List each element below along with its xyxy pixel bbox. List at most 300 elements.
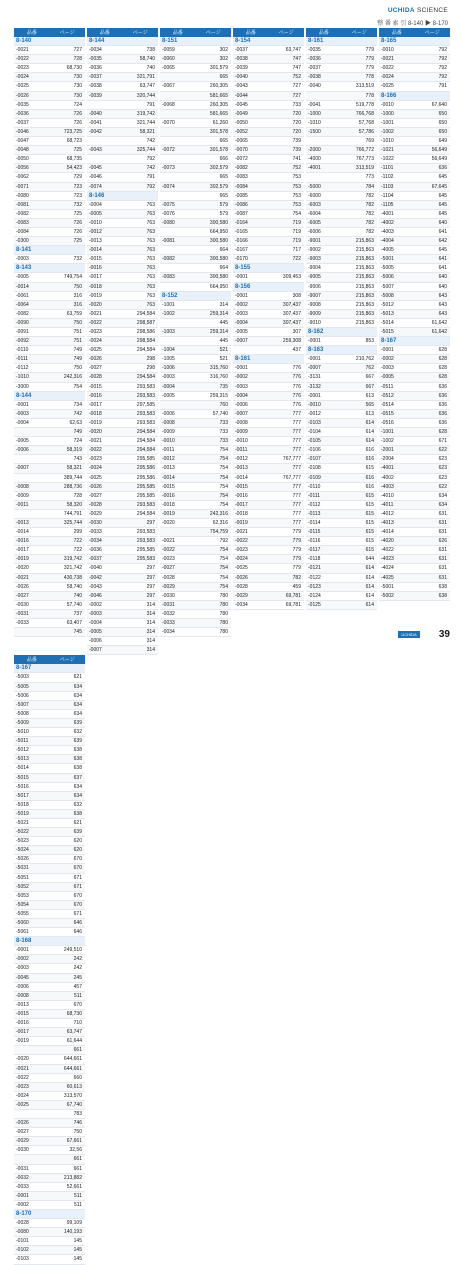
page-ref xyxy=(52,937,85,945)
page-ref: 319,742 xyxy=(136,110,155,117)
part-number: -0039 xyxy=(89,92,102,99)
page-ref: 295,585 xyxy=(136,456,155,463)
page-ref: 61,644 xyxy=(66,1038,82,1045)
index-row xyxy=(160,119,231,128)
index-row xyxy=(233,64,304,73)
header-part-number: 品番 xyxy=(245,30,256,36)
section-number: 8-167 xyxy=(381,338,397,345)
index-row xyxy=(14,1046,85,1055)
part-number: -0514 xyxy=(381,401,394,408)
part-number: -1004 xyxy=(162,347,175,354)
page-ref: 754 xyxy=(219,574,228,581)
part-number: -0023 xyxy=(89,329,102,335)
page-ref: 671 xyxy=(73,910,82,917)
page-ref: 295,585 xyxy=(136,492,155,499)
part-number: -0033 xyxy=(16,1183,29,1190)
part-number: -0022 xyxy=(162,547,175,554)
part-number: -0036 xyxy=(16,110,29,117)
page-ref: 445 xyxy=(219,338,228,345)
part-number: -5061 xyxy=(16,929,29,936)
page-ref: 728 xyxy=(73,492,82,499)
index-row xyxy=(160,155,231,164)
part-number: -0046 xyxy=(89,174,102,181)
page-ref: 641 xyxy=(438,256,447,263)
page-ref: 744,791 xyxy=(63,510,82,517)
index-column xyxy=(14,28,85,655)
index-row xyxy=(160,419,231,428)
index-row xyxy=(87,101,158,110)
index-row xyxy=(233,55,304,64)
index-row xyxy=(306,301,377,310)
index-row xyxy=(306,210,377,219)
uchida-logo xyxy=(398,631,420,638)
index-row xyxy=(306,310,377,319)
index-row xyxy=(87,237,158,246)
part-number: -0013 xyxy=(235,465,248,472)
page-ref: 316,760 xyxy=(209,374,228,381)
page-ref: 297 xyxy=(146,574,155,581)
index-row xyxy=(14,537,85,546)
index-row xyxy=(14,874,85,883)
part-number: -0123 xyxy=(308,583,321,590)
index-row xyxy=(87,73,158,82)
index-row xyxy=(14,955,85,964)
page-ref: 661 xyxy=(73,1165,82,1172)
index-row xyxy=(306,373,377,382)
part-number: -0084 xyxy=(235,183,248,190)
page-ref: 644,661 xyxy=(63,1056,82,1063)
index-row xyxy=(379,128,450,137)
index-row xyxy=(14,283,85,292)
part-number: -9004 xyxy=(308,265,321,272)
part-number: -0030 xyxy=(162,592,175,599)
page-ref: 294,584 xyxy=(136,438,155,445)
page-ref: 215,863 xyxy=(355,319,374,326)
part-number: -5007 xyxy=(16,701,29,708)
part-number: -0015 xyxy=(89,383,102,390)
page-ref: 579 xyxy=(219,201,228,208)
page-ref xyxy=(344,328,377,336)
part-number: -0024 xyxy=(381,74,394,81)
index-row xyxy=(306,283,377,292)
part-number: -0010 xyxy=(381,101,394,108)
page-ref: 777 xyxy=(292,447,301,454)
part-number: -4004 xyxy=(381,238,394,245)
index-row xyxy=(233,528,304,537)
part-number: -0007 xyxy=(235,410,248,417)
section-heading-row xyxy=(160,37,231,46)
page-ref: 769 xyxy=(365,138,374,145)
index-row xyxy=(233,337,304,346)
part-number: -0002 xyxy=(89,601,102,608)
index-row xyxy=(160,128,231,137)
index-row xyxy=(14,201,85,210)
index-row xyxy=(14,1219,85,1228)
index-row xyxy=(14,919,85,928)
index-row xyxy=(14,210,85,219)
index-row xyxy=(14,219,85,228)
part-number: -0035 xyxy=(16,101,29,108)
page-ref: 60,613 xyxy=(66,1083,82,1090)
index-row xyxy=(379,283,450,292)
part-number: -0015 xyxy=(162,483,175,490)
index-row xyxy=(14,974,85,983)
page-ref: 300,580 xyxy=(209,274,228,281)
part-number: -6004 xyxy=(308,210,321,217)
page-ref: 664,950 xyxy=(209,283,228,290)
index-row xyxy=(14,1065,85,1074)
part-number xyxy=(14,1110,52,1118)
index-column xyxy=(233,28,304,655)
index-row xyxy=(233,219,304,228)
part-number: -0016 xyxy=(16,538,29,545)
page-ref: 615 xyxy=(365,492,374,499)
index-row xyxy=(233,192,304,201)
index-row xyxy=(14,883,85,892)
part-number xyxy=(160,337,198,345)
index-row xyxy=(379,301,450,310)
part-number: -5018 xyxy=(16,801,29,808)
page-ref: 215,863 xyxy=(355,301,374,308)
index-row xyxy=(14,1155,85,1164)
page-ref: 778 xyxy=(365,92,374,99)
index-row xyxy=(14,483,85,492)
page-ref: 298,586 xyxy=(136,329,155,335)
part-number: -0075 xyxy=(162,201,175,208)
page-ref: 68,730 xyxy=(66,1010,82,1017)
index-column xyxy=(14,655,85,1264)
index-row xyxy=(306,492,377,501)
part-number: -9003 xyxy=(308,256,321,263)
page-ref: 615 xyxy=(365,510,374,517)
page-ref: 753 xyxy=(292,192,301,199)
part-number: -0005 xyxy=(16,438,29,445)
index-row xyxy=(14,428,85,437)
part-number: -0010 xyxy=(235,438,248,445)
page-ref: 210,762 xyxy=(355,356,374,363)
index-row xyxy=(14,46,85,55)
part-number xyxy=(160,228,198,236)
page-ref: 615 xyxy=(365,465,374,472)
page-ref xyxy=(125,192,158,200)
index-row xyxy=(87,201,158,210)
index-row xyxy=(306,319,377,328)
index-row xyxy=(379,155,450,164)
part-number: -0070 xyxy=(162,119,175,126)
section-number: 8-161 xyxy=(235,356,251,363)
index-row xyxy=(14,1110,85,1119)
index-row xyxy=(14,164,85,173)
part-number: -0043 xyxy=(89,147,102,154)
page-ref: 739 xyxy=(292,138,301,145)
part-number: -4001 xyxy=(381,465,394,472)
page-ref: 634 xyxy=(438,492,447,499)
part-number: -0022 xyxy=(89,319,102,326)
index-column xyxy=(87,28,158,655)
index-row xyxy=(160,64,231,73)
header-part-number: 品番 xyxy=(26,30,37,36)
page-ref: 63,759 xyxy=(66,310,82,317)
index-column xyxy=(160,28,231,655)
index-row xyxy=(87,555,158,564)
index-row xyxy=(160,619,231,628)
page-ref: 726 xyxy=(73,119,82,126)
part-number: -0103 xyxy=(16,1256,29,1263)
index-row xyxy=(306,192,377,201)
part-number: -9010 xyxy=(308,319,321,326)
index-row xyxy=(87,383,158,392)
part-number: -3131 xyxy=(308,374,321,381)
page-ref: 631 xyxy=(438,565,447,572)
index-row xyxy=(160,364,231,373)
part-number: -0031 xyxy=(16,1165,29,1172)
part-number: -0024 xyxy=(16,74,29,81)
part-number: -0035 xyxy=(89,56,102,63)
index-row xyxy=(306,510,377,519)
page-ref: 645 xyxy=(438,192,447,199)
part-number xyxy=(306,173,344,181)
page-ref: 665 xyxy=(219,192,228,199)
page-ref: 437 xyxy=(292,347,301,354)
page-ref: 776 xyxy=(292,374,301,381)
page-ref: 735 xyxy=(219,383,228,390)
page-ref: 733 xyxy=(219,419,228,426)
part-number: -0012 xyxy=(89,228,102,235)
index-row xyxy=(306,537,377,546)
part-number: -0037 xyxy=(308,65,321,72)
page-ref: 777 xyxy=(292,438,301,445)
index-row xyxy=(233,310,304,319)
section-heading-row xyxy=(14,664,85,673)
part-number: -0016 xyxy=(162,492,175,499)
part-number: -0110 xyxy=(308,483,321,490)
page-ref: 242 xyxy=(73,965,82,972)
index-row xyxy=(160,328,231,337)
part-number: -5008 xyxy=(16,710,29,717)
index-row xyxy=(233,273,304,282)
part-number: -5031 xyxy=(16,865,29,872)
page-ref: 760 xyxy=(219,401,228,408)
index-row xyxy=(14,119,85,128)
page-ref xyxy=(271,283,304,291)
part-number: -5015 xyxy=(16,774,29,781)
page-ref: 613 xyxy=(365,392,374,399)
part-number: -0080 xyxy=(16,192,29,199)
part-number: -5014 xyxy=(16,765,29,772)
part-number: -0004 xyxy=(16,419,29,426)
part-number: -0071 xyxy=(16,183,29,190)
index-row xyxy=(160,164,231,173)
part-number: -0104 xyxy=(308,429,321,436)
part-number: -0016 xyxy=(89,392,102,399)
page-ref: 521 xyxy=(219,347,228,354)
page-ref: 853 xyxy=(365,338,374,345)
index-row xyxy=(14,1010,85,1019)
page-ref: 750 xyxy=(73,319,82,326)
part-number: -0165 xyxy=(235,228,248,235)
page-ref: 638 xyxy=(438,592,447,599)
section-number: 8-141 xyxy=(16,247,32,254)
part-number: -0032 xyxy=(162,610,175,617)
page-ref: 63,407 xyxy=(66,620,82,626)
index-row xyxy=(160,410,231,419)
part-number: -0020 xyxy=(89,429,102,436)
index-row xyxy=(306,601,377,610)
index-row xyxy=(87,64,158,73)
part-number: -0001 xyxy=(16,401,29,408)
page-ref: 67,740 xyxy=(66,1101,82,1108)
part-number: -5009 xyxy=(16,719,29,726)
part-number: -0036 xyxy=(308,56,321,63)
part-number: -5015 xyxy=(381,329,394,335)
page-ref: 763 xyxy=(146,247,155,254)
page-ref: 621 xyxy=(73,674,82,681)
page-ref xyxy=(271,355,304,363)
index-row xyxy=(160,237,231,246)
index-row xyxy=(87,619,158,628)
index-row xyxy=(233,73,304,82)
index-row xyxy=(87,392,158,401)
part-number: -0003 xyxy=(381,365,394,372)
part-number: -0076 xyxy=(162,210,175,217)
index-row xyxy=(379,46,450,55)
index-row xyxy=(379,474,450,483)
page-ref: 782 xyxy=(292,574,301,581)
page-ref: 753 xyxy=(292,201,301,208)
part-number: -0008 xyxy=(162,419,175,426)
page-ref: 295,585 xyxy=(136,483,155,490)
page-ref: 295,583 xyxy=(136,556,155,563)
part-number: -1021 xyxy=(381,147,394,154)
page-ref: 792 xyxy=(146,156,155,163)
index-row xyxy=(160,492,231,501)
page-ref: 637 xyxy=(73,774,82,781)
page-ref: 725 xyxy=(73,147,82,154)
page-ref: 298,587 xyxy=(136,319,155,326)
page-ref: 638 xyxy=(73,765,82,772)
part-number: -0034 xyxy=(89,47,102,54)
index-row xyxy=(14,137,85,146)
part-number: -0061 xyxy=(16,292,29,299)
index-row xyxy=(233,383,304,392)
page-ref: 754 xyxy=(219,547,228,554)
page-ref: 740 xyxy=(73,592,82,599)
page-ref: 665 xyxy=(219,174,228,181)
header-part-number: 品番 xyxy=(318,30,329,36)
page-ref: 634 xyxy=(73,692,82,699)
index-row xyxy=(14,992,85,1001)
page-ref: 784 xyxy=(365,183,374,190)
part-number: -5005 xyxy=(381,265,394,272)
page-ref: 628 xyxy=(438,429,447,436)
index-row xyxy=(14,228,85,237)
index-row xyxy=(160,574,231,583)
page-ref: 638 xyxy=(73,747,82,754)
brand-name: SCIENCE xyxy=(417,7,448,14)
page-ref: 309,453 xyxy=(282,274,301,281)
part-number: -0005 xyxy=(162,392,175,399)
page-ref: 314 xyxy=(146,629,155,636)
part-number: -0021 xyxy=(16,1065,29,1072)
page-ref: 215,863 xyxy=(355,238,374,245)
part-number: -1010 xyxy=(16,374,29,381)
part-number: -0101 xyxy=(16,1238,29,1245)
index-row xyxy=(87,319,158,328)
page-ref: 766,768 xyxy=(355,110,374,117)
index-row xyxy=(379,510,450,519)
index-row xyxy=(379,455,450,464)
index-row xyxy=(14,455,85,464)
index-row xyxy=(233,119,304,128)
page-ref: 754 xyxy=(219,456,228,463)
index-row xyxy=(14,410,85,419)
part-number: -0115 xyxy=(308,529,321,536)
page-ref: 615 xyxy=(365,501,374,508)
part-number: -0001 xyxy=(235,292,248,299)
page-ref: 581,665 xyxy=(209,92,228,99)
index-row xyxy=(160,92,231,101)
page-ref: 638 xyxy=(438,583,447,590)
page-ref: 763 xyxy=(146,238,155,245)
part-number xyxy=(160,264,198,272)
page-ref: 660 xyxy=(73,1074,82,1081)
part-number: -0021 xyxy=(89,310,102,317)
index-row xyxy=(306,528,377,537)
section-heading-row xyxy=(14,392,85,401)
index-row xyxy=(306,92,377,101)
part-number: -0090 xyxy=(16,319,29,326)
part-number: -0002 xyxy=(235,374,248,381)
page-ref: 249,510 xyxy=(63,947,82,954)
part-number: -0031 xyxy=(16,610,29,617)
header-part-number: 品番 xyxy=(99,30,110,36)
index-row xyxy=(306,564,377,573)
index-row xyxy=(379,401,450,410)
page-ref: 779 xyxy=(292,547,301,554)
index-row xyxy=(306,419,377,428)
part-number: -0014 xyxy=(16,283,29,290)
part-number: -5001 xyxy=(381,256,394,263)
part-number: -0003 xyxy=(16,256,29,263)
index-row xyxy=(306,574,377,583)
page-ref: 720 xyxy=(292,128,301,135)
page-ref: 791 xyxy=(146,174,155,181)
index-row xyxy=(306,219,377,228)
index-row xyxy=(379,355,450,364)
part-number: -0091 xyxy=(16,329,29,335)
page-ref: 754 xyxy=(219,447,228,454)
index-row xyxy=(14,574,85,583)
index-row xyxy=(160,501,231,510)
index-row xyxy=(14,1137,85,1146)
part-number: -0026 xyxy=(235,574,248,581)
part-number: -0010 xyxy=(381,47,394,54)
part-number: -4013 xyxy=(381,519,394,526)
part-number: -5011 xyxy=(16,738,29,745)
part-number: -0006 xyxy=(89,638,102,645)
section-heading-row xyxy=(379,337,450,346)
index-row xyxy=(87,273,158,282)
page-ref: 710 xyxy=(73,1020,82,1027)
page-ref: 293,583 xyxy=(136,410,155,417)
part-number: -0080 xyxy=(162,219,175,226)
part-number: -0083 xyxy=(16,219,29,226)
part-number: -6006 xyxy=(308,228,321,235)
index-row xyxy=(14,401,85,410)
section-number: 8-146 xyxy=(89,192,105,199)
part-number: -9008 xyxy=(308,301,321,308)
part-number: -6003 xyxy=(308,201,321,208)
